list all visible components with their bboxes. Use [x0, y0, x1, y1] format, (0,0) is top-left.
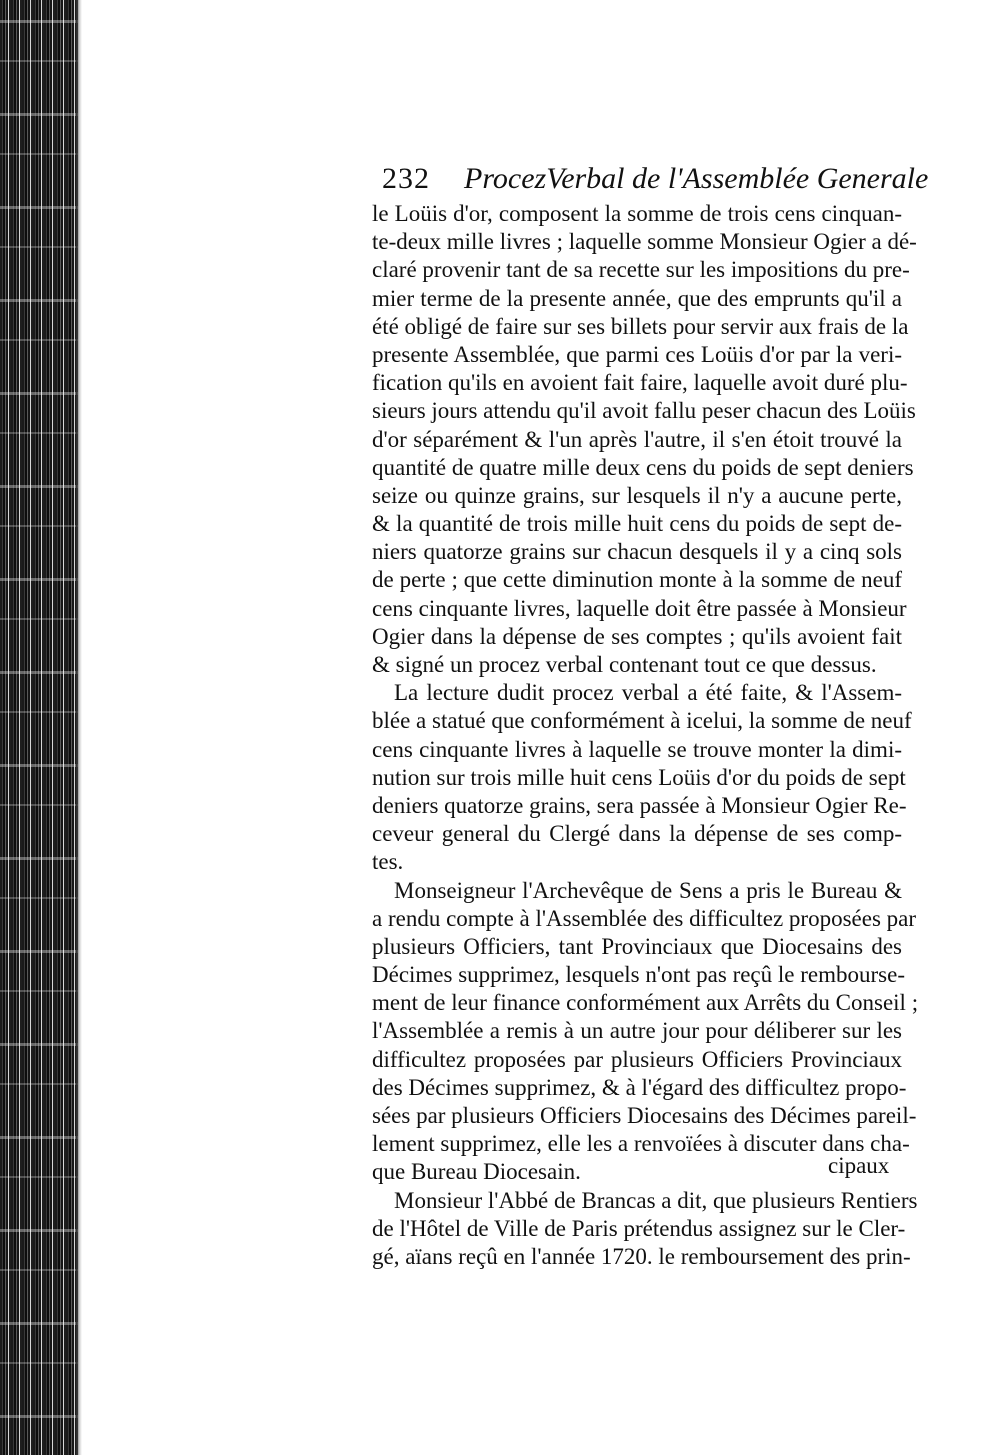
text-line: de perte ; que cette diminution monte à la somme de neuf: [372, 567, 902, 593]
text-line: des Décimes supprimez, & à l'égard des difficultez propo-: [372, 1074, 907, 1100]
running-title: ProcezVerbal de l'Assemblée Generale: [464, 162, 929, 195]
text-line: tes.: [372, 849, 404, 875]
paragraph-start-line: Monseigneur l'Archevêque de Sens a pris le Bureau &: [394, 877, 902, 903]
text-line: le Loüis d'or, composent la somme de trois cens cinquan-: [372, 201, 902, 226]
text-line: Ogier dans la dépense de ses comptes ; qu'ils avoient fait: [372, 623, 902, 649]
body-text: [372, 200, 919, 1271]
paragraph-start-line: La lecture dudit procez verbal a été faite, & l'Assem-: [394, 680, 902, 706]
text-line: été obligé de faire sur ses billets pour servir aux frais de la: [372, 313, 909, 339]
text-line: blée a statué que conformément à icelui, la somme de neuf: [372, 708, 912, 734]
text-line: presente Assemblée, que parmi ces Loüis d'or par la veri-: [372, 341, 902, 367]
text-line: cens cinquante livres à laquelle se trouve monter la dimi-: [372, 736, 902, 762]
text-line: sieurs jours attendu qu'il avoit fallu peser chacun des Loüis: [372, 398, 916, 424]
text-line: a rendu compte à l'Assemblée des difficultez proposées par: [372, 905, 917, 931]
text-line: deniers quatorze grains, sera passée à Monsieur Ogier Re-: [372, 792, 907, 818]
text-line: lement supprimez, elle les a renvoïées à discuter dans cha-: [372, 1131, 910, 1157]
text-line: fication qu'ils en avoient fait faire, laquelle avoit duré plu-: [372, 370, 908, 396]
text-line: quantité de quatre mille deux cens du poids de sept deniers: [372, 454, 914, 480]
text-line: Décimes supprimez, lesquels n'ont pas reçû le rembourse-: [372, 962, 905, 988]
text-line: & signé un procez verbal contenant tout ce que dessus.: [372, 652, 877, 677]
page-header: [382, 158, 929, 200]
text-line: plusieurs Officiers, tant Provinciaux que Diocesains des: [372, 933, 902, 959]
text-line: difficultez proposées par plusieurs Officiers Provinciaux: [372, 1046, 902, 1072]
text-line: l'Assemblée a remis à un autre jour pour déliberer sur les: [372, 1018, 902, 1044]
text-line: d'or séparément & l'un après l'autre, il s'en étoit trouvé la: [372, 426, 902, 452]
text-line: seize ou quinze grains, sur lesquels il n'y a aucune perte,: [372, 482, 902, 508]
text-line: de l'Hôtel de Ville de Paris prétendus assignez sur le Cler-: [372, 1215, 906, 1241]
page-number: 232: [382, 162, 430, 195]
text-line: te-deux mille livres ; laquelle somme Monsieur Ogier a dé-: [372, 229, 917, 255]
text-line: sées par plusieurs Officiers Diocesains des Décimes pareil-: [372, 1103, 917, 1128]
text-line: niers quatorze grains sur chacun desquels il y a cinq sols: [372, 539, 902, 565]
paragraph-start-line: Monsieur l'Abbé de Brancas a dit, que plusieurs Rentiers: [394, 1187, 918, 1213]
text-line: gé, aïans reçû en l'année 1720. le remboursement des prin-: [372, 1243, 911, 1269]
book-page-edge: [0, 0, 78, 1455]
text-line: claré provenir tant de sa recette sur les impositions du pre-: [372, 257, 910, 283]
text-line: & la quantité de trois mille huit cens du poids de sept de-: [372, 511, 902, 537]
text-line: nution sur trois mille huit cens Loüis d'or du poids de sept: [372, 764, 906, 790]
text-line: mier terme de la presente année, que des emprunts qu'il a: [372, 285, 902, 311]
text-line: cens cinquante livres, laquelle doit être passée à Monsieur: [372, 595, 907, 621]
text-line: ment de leur finance conformément aux Arrêts du Conseil ;: [372, 990, 919, 1016]
text-line: que Bureau Diocesain.: [372, 1159, 581, 1185]
text-line: ceveur general du Clergé dans la dépense de ses comp-: [372, 821, 902, 847]
catchword: cipaux: [828, 1153, 890, 1178]
